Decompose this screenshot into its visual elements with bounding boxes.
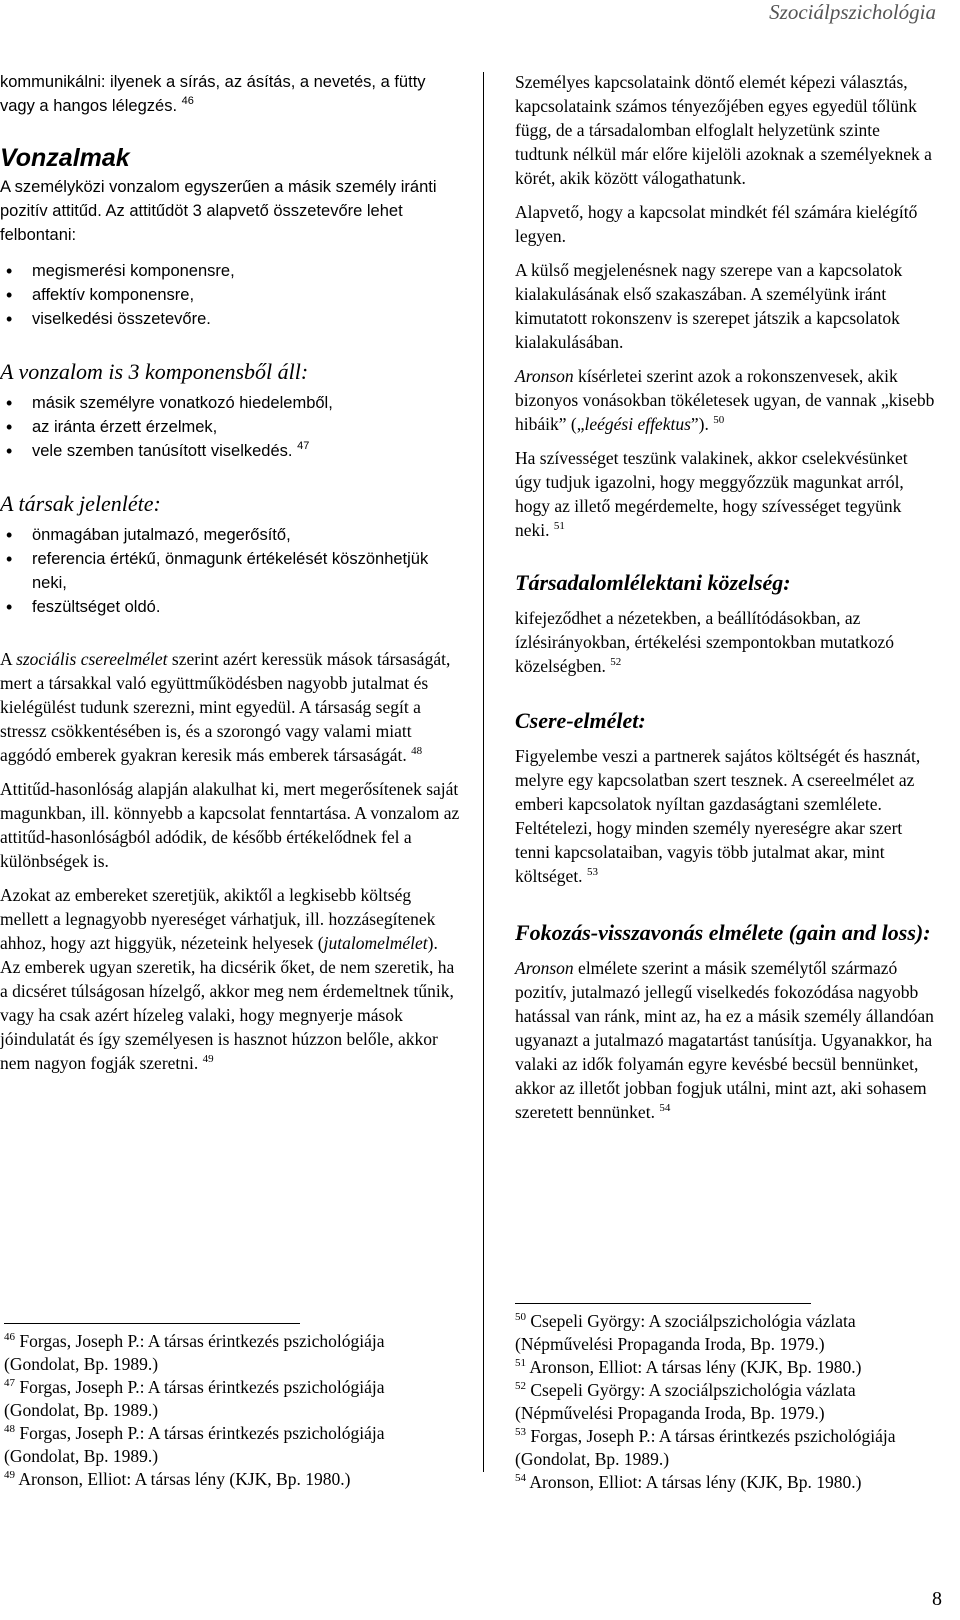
footnote-ref[interactable]: 53 — [586, 866, 598, 878]
list-item: • másik személyre vonatkozó hiedelemből, — [0, 391, 460, 415]
heading-3-components: A vonzalom is 3 komponensből áll: — [0, 359, 309, 384]
footnote-text: Forgas, Joseph P.: A társas érintkezés pszichológiája (Gondolat, Bp. 1989.) — [4, 1331, 385, 1374]
text-run: kísérletei szerint azok a rokonszenvesek, akik bizonyos vonásokban tökéletesek ugyan, de vannak „kisebb hibáik” („ — [515, 366, 935, 434]
list-item: • megismerési komponensre, — [0, 259, 460, 283]
footnote-text: Aronson, Elliot: A társas lény (KJK, Bp. 1980.) — [526, 1357, 862, 1377]
footnote-number: 51 — [515, 1357, 526, 1369]
csereelmelet-paragraph — [0, 647, 460, 767]
footnote-ref[interactable]: 49 — [202, 1053, 214, 1065]
italic-term: Aronson — [515, 958, 574, 978]
footnote-number: 50 — [515, 1311, 526, 1323]
footnote-ref[interactable]: 48 — [411, 745, 423, 757]
footnote — [4, 1376, 464, 1422]
footnote-number: 49 — [4, 1469, 15, 1481]
footnote-text: Forgas, Joseph P.: A társas érintkezés pszichológiája (Gondolat, Bp. 1989.) — [4, 1423, 385, 1466]
footnotes-left — [4, 1330, 464, 1491]
footnote-text: Forgas, Joseph P.: A társas érintkezés pszichológiája (Gondolat, Bp. 1989.) — [4, 1377, 385, 1420]
footnote-ref[interactable]: 51 — [553, 520, 565, 532]
footnote-number: 53 — [515, 1426, 526, 1438]
footnote-text: Csepeli György: A szociálpszichológia vázlata (Népművelési Propaganda Iroda, Bp. 1979.) — [515, 1380, 856, 1423]
footnote-number: 54 — [515, 1472, 526, 1484]
footnote — [515, 1356, 945, 1379]
footnote-number: 46 — [4, 1331, 15, 1343]
footnote — [515, 1310, 945, 1356]
footnote-ref[interactable]: 46 — [181, 95, 194, 107]
left-column — [0, 70, 460, 1075]
attitud-paragraph: Attitűd-hasonlóság alapján alakulhat ki, mert megerősítenek saját magunkban, ill. könnyebb a kapcsolat fenntartása. A vonzalom az attitűd-hasonlóságból adódik, de később értékelődnek fel a különbségek is. — [0, 779, 460, 871]
heading-tarsak: A társak jelenléte: — [0, 491, 161, 516]
right-paragraph-1: Személyes kapcsolataink döntő elemét képezi választás, kapcsolataink számos tényezőjében egyes egyedül tőlünk függ, de a társadalomban elfoglalt helyzetünk szinte tudtunk nélkül már előre kijelöli azoknak a személyeknek a körét, akik között válogathatunk. — [515, 72, 932, 188]
footnote — [4, 1468, 464, 1491]
kozelseg-paragraph — [515, 606, 935, 678]
intro-text: kommunikálni: ilyenek a sírás, az ásítás, a nevetés, a fütty vagy a hangos lélegzés. — [0, 73, 426, 115]
footnote-ref[interactable]: 54 — [659, 1102, 671, 1114]
text-run: Figyelembe veszi a partnerek sajátos költségét és hasznát, melyre egy kapcsolatban szert tesznek. A csereelmélet az emberi kapcsolatok nyíltan gazdaságtani szemlélete. Feltételezi, hogy minden személy nyereségre akar szert tenni kapcsolataiban, vagyis több jutalmat akar, mint költséget. — [515, 746, 921, 886]
heading-kozelseg: Társadalomlélektani közelség: — [515, 570, 791, 595]
footnote-rule — [515, 1303, 811, 1304]
footnote-text: Csepeli György: A szociálpszichológia vázlata (Népművelési Propaganda Iroda, Bp. 1979.) — [515, 1311, 856, 1354]
footnote-ref[interactable]: 52 — [610, 656, 622, 668]
tarsak-list — [0, 523, 460, 619]
footnote-number: 47 — [4, 1377, 15, 1389]
text-run: szerint azért keressük mások társaságát, mert a társakkal való együttműködésben nagyobb jutalmat és kielégülést tudunk szerezni, mint egyedül. A társaság segít a stressz csökkentésében is, és a szorongó vagy valami miatt aggódó emberek gyakran keresik más emberek társaságát. — [0, 649, 451, 765]
text-run: elmélete szerint a másik személytől származó pozitív, jutalmazó jellegű viselkedés fokozódása nagyobb hatással van ránk, mint az, ha ez a másik személy állandóan ugyanazt a jutalmazó magatartást tanúsítja. Ugyanakkor, ha valaki az idők folyamán egyre kevésbé becsül bennünket, akkor az illetőt jobban fogjuk utálni, mint azt, aki sohasem szeretett bennünket. — [515, 958, 934, 1122]
list-item: • referencia értékű, önmagunk értékelését köszönhetjük neki, — [0, 547, 460, 595]
csere-paragraph — [515, 744, 935, 888]
text-run: Ha szívességet teszünk valakinek, akkor cselekvésünket úgy tudjuk igazolni, hogy meggyőzzük magunkat arról, hogy az illető megérdemelte, hogy szívességet tegyünk neki. — [515, 448, 908, 540]
text-run: Azokat az embereket szeretjük, akiktől a legkisebb költség mellett a legnagyobb nyereséget várhatjuk, ill. hozzásegítenek ahhoz, hogy azt higgyük, nézeteink helyesek ( — [0, 885, 436, 953]
footnote-text: Aronson, Elliot: A társas lény (KJK, Bp. 1980.) — [526, 1472, 862, 1492]
text-run: ”). — [690, 414, 709, 434]
footnote-text: Forgas, Joseph P.: A társas érintkezés pszichológiája (Gondolat, Bp. 1989.) — [515, 1426, 896, 1469]
footnote — [4, 1422, 464, 1468]
italic-term: Aronson — [515, 366, 574, 386]
list-item: • önmagában jutalmazó, megerősítő, — [0, 523, 460, 547]
right-paragraph-5 — [515, 446, 935, 542]
footnote-text: Aronson, Elliot: A társas lény (KJK, Bp. 1980.) — [15, 1469, 351, 1489]
footnotes-right — [515, 1310, 945, 1494]
jutalomelmelet-paragraph — [0, 883, 460, 1075]
italic-term: jutalomelmélet — [323, 933, 428, 953]
list-item: • affektív komponensre, — [0, 283, 460, 307]
text-run: kifejeződhet a nézetekben, a beállítódásokban, az ízlésirányokban, értékelési szempontokban mutatkozó közelségben. — [515, 608, 895, 676]
footnote-ref[interactable]: 50 — [713, 414, 725, 426]
components-list — [0, 259, 460, 331]
heading-csere: Csere-elmélet: — [515, 708, 646, 733]
vonzalmak-paragraph: A személyközi vonzalom egyszerűen a másik személy iránti pozitív attitűd. Az attitűdöt 3 alapvető összetevőre lehet felbontani: — [0, 178, 437, 244]
running-header: Szociálpszichológia — [769, 0, 936, 24]
footnote — [515, 1471, 945, 1494]
right-paragraph-4 — [515, 364, 935, 436]
footnote — [515, 1425, 945, 1471]
footnote — [515, 1379, 945, 1425]
right-paragraph-3: A külső megjelenésnek nagy szerepe van a kapcsolatok kialakulásának első szakaszában. A személyünk iránt kimutatott rokonszenv is szerepet játszik a kapcsolatok kialakulásában. — [515, 260, 903, 352]
footnote-ref[interactable]: 47 — [297, 440, 310, 452]
right-column — [515, 70, 935, 1124]
text-run: A — [0, 649, 17, 669]
italic-term: leégési effektus — [584, 414, 691, 434]
italic-term: szociális csereelmélet — [16, 649, 168, 669]
list-item-text: vele szemben tanúsított viselkedés. — [32, 442, 293, 460]
footnote-number: 52 — [515, 1380, 526, 1392]
comp-list — [0, 391, 460, 463]
footnote-rule — [4, 1323, 300, 1324]
list-item: • feszültséget oldó. — [0, 595, 460, 619]
footnote-number: 48 — [4, 1423, 15, 1435]
list-item: • viselkedési összetevőre. — [0, 307, 460, 331]
heading-vonzalmak: Vonzalmak — [0, 144, 130, 172]
list-item: • az iránta érzett érzelmek, — [0, 415, 460, 439]
column-divider — [483, 72, 484, 1472]
gain-paragraph — [515, 956, 935, 1124]
footnote — [4, 1330, 464, 1376]
list-item — [0, 439, 460, 463]
intro-paragraph — [0, 70, 460, 118]
page-number: 8 — [932, 1588, 942, 1610]
heading-gain-loss: Fokozás-visszavonás elmélete (gain and loss): — [515, 920, 931, 945]
right-paragraph-2: Alapvető, hogy a kapcsolat mindkét fél számára kielégítő legyen. — [515, 202, 918, 246]
text-run: ). Az emberek ugyan szeretik, ha dicsérik őket, de nem szeretik, ha a dicséret túlságosan hízelgő, akkor meg nem érdemeltnek tűnik, vagy ha csak azért hízeleg valaki, hogy megnyerje mások jóindulatát és így személyesen is hasznot húzzon belőle, akkor nem nagyon fogják szeretni. — [0, 933, 455, 1073]
